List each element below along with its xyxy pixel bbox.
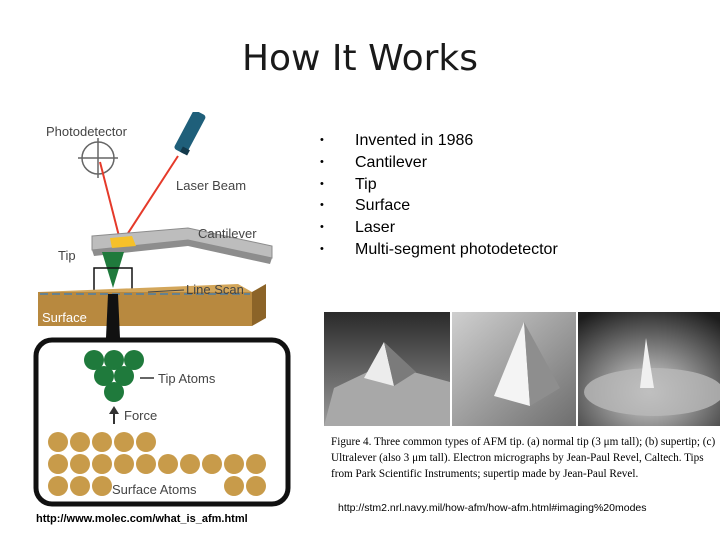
bullet-item: [312, 217, 558, 239]
cantilever-label: Cantilever: [198, 226, 257, 241]
surface-atoms-label: Surface Atoms: [112, 482, 197, 497]
laser-spot: [110, 236, 136, 248]
micrograph-supertip: [452, 312, 576, 426]
bullet-text: Invented in 1986: [355, 132, 474, 149]
bullet-dot: •: [320, 242, 324, 255]
tip-shape: [102, 252, 124, 288]
bullet-dot: •: [320, 134, 324, 146]
bullet-dot: •: [320, 221, 324, 234]
tip-label: Tip: [58, 248, 76, 263]
micrograph-ultralever: [578, 312, 720, 426]
bullet-item: [312, 174, 558, 196]
bullet-item: [312, 152, 558, 174]
slide-title: How It Works: [241, 38, 479, 79]
bullet-list: [312, 130, 558, 261]
photodetector-icon: [78, 138, 118, 178]
bullet-text: Multi-segment photodetector: [355, 240, 558, 258]
bullet-item: [312, 195, 558, 217]
laser-beam-label: Laser Beam: [176, 178, 247, 193]
afm-diagram: [28, 112, 298, 508]
figure-source-link[interactable]: http://stm2.nrl.navy.mil/how-afm/how-afm.html#imaging%20modes: [338, 502, 647, 514]
figure-caption: Figure 4. Three common types of AFM tip. (a) normal tip (3 μm tall); (b) supertip; (c) Ultralever (also 3 μm tall). Electron micrographs by Jean-Paul Revel, Caltech. Tips from Park Scientific Instruments; supertip made by Jean-Paul Revel.: [331, 436, 716, 480]
bullet-dot: •: [320, 155, 324, 168]
line-scan-label: Line Scan: [186, 282, 244, 297]
surface-label: Surface: [42, 310, 87, 325]
bullet-text: Laser: [355, 219, 396, 237]
bullet-item: [312, 239, 558, 261]
diagram-source-link[interactable]: http://www.molec.com/what_is_afm.html: [36, 513, 248, 525]
micrograph-normal-tip: [324, 312, 450, 426]
bullet-dot: •: [320, 177, 324, 190]
bullet-dot: •: [320, 199, 324, 212]
laser-beam-reflected: [100, 162, 121, 244]
micrograph-strip: [324, 312, 720, 426]
bullet-text: Surface: [355, 197, 411, 215]
bullet-item: [312, 130, 558, 152]
bullet-text: Tip: [355, 175, 377, 193]
bullet-text: Cantilever: [355, 153, 428, 171]
laser-source-icon: [173, 112, 206, 156]
force-label: Force: [124, 408, 158, 423]
tip-atoms-label: Tip Atoms: [158, 371, 216, 386]
photodetector-label: Photodetector: [46, 124, 127, 139]
